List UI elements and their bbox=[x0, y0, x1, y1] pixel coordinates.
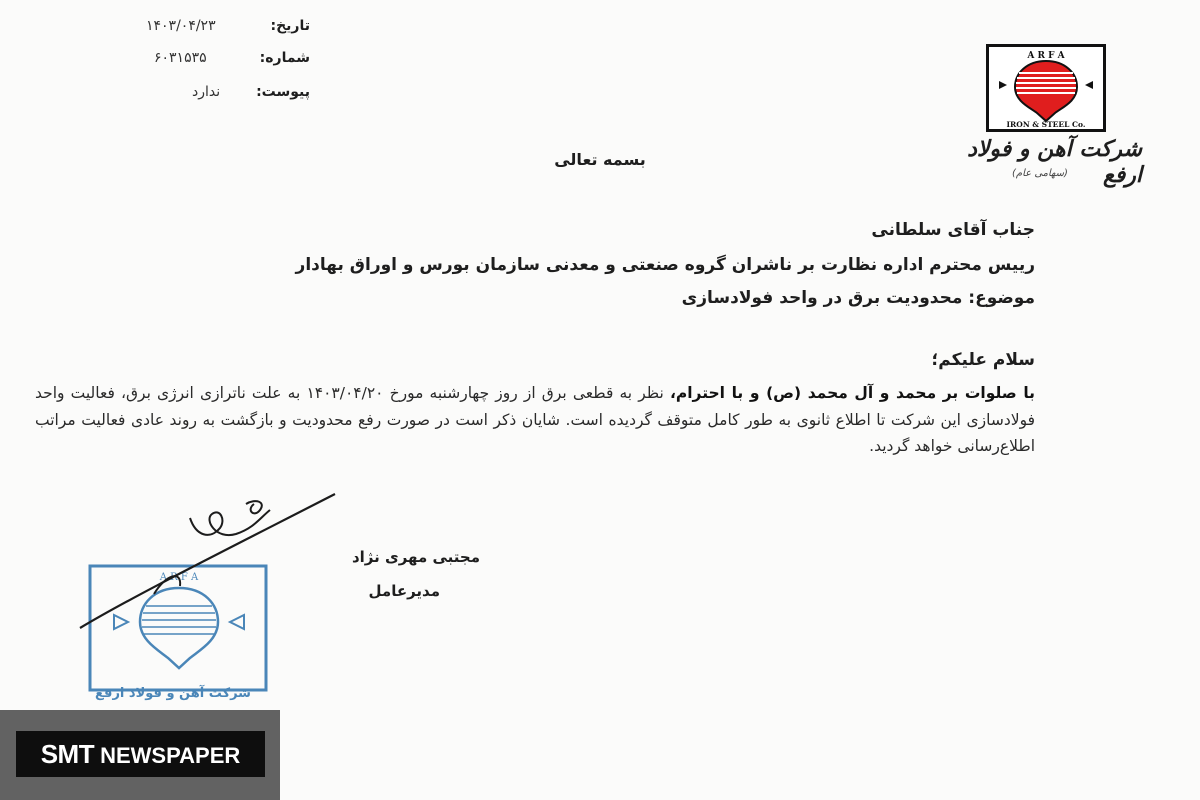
number-row bbox=[110, 50, 310, 74]
greeting: سلام علیکم؛ bbox=[931, 350, 1035, 370]
signer-title: مدیرعامل bbox=[368, 582, 440, 600]
body-text: نظر به قطعی برق از روز چهارشنبه مورخ ۱۴۰۳/۰۴/۲۰ به علت ناترازی انرژی برق، فعالیت واحد فولادسازی این شرکت تا اطلاع ثانوی به طور کامل متوقف گردیده است. شایان ذکر است در صورت رفع محدودیت و بازگشت به روند عادی فعالیت مراتب اطلاع‌رسانی خواهد گردید. bbox=[35, 384, 1035, 455]
date-row bbox=[110, 18, 310, 42]
attachment-label: پیوست: bbox=[256, 84, 310, 100]
stamp-logo-text: A R F A bbox=[159, 572, 199, 583]
attachment-value: ندارد bbox=[192, 84, 221, 100]
attachment-row bbox=[110, 84, 310, 108]
recipient-position: رییس محترم اداره نظارت بر ناشران گروه صنعتی و معدنی سازمان بورس و اوراق بهادار bbox=[295, 255, 1035, 275]
number-label: شماره: bbox=[259, 50, 310, 66]
newspaper-watermark bbox=[16, 731, 265, 777]
company-logo bbox=[986, 44, 1106, 132]
company-name: شرکت آهن و فولاد ارفع bbox=[967, 136, 1142, 188]
date-value: ۱۴۰۳/۰۴/۲۳ bbox=[146, 18, 216, 34]
letter-subject: موضوع: محدودیت برق در واحد فولادسازی bbox=[681, 288, 1035, 308]
logo-text: A R F A bbox=[1027, 51, 1065, 61]
body-lead: با صلوات بر محمد و آل محمد (ص) و با احترام، bbox=[669, 384, 1035, 402]
arfa-logo-icon bbox=[989, 47, 1103, 129]
bismillah-heading: بسمه تعالی bbox=[554, 150, 646, 169]
watermark-brand: SMT bbox=[40, 739, 95, 769]
date-label: تاریخ: bbox=[270, 18, 310, 34]
logo-subtext: IRON & STEEL Co. bbox=[1006, 120, 1086, 129]
stamp-caption: شرکت آهن و فولاد ارفع bbox=[95, 686, 251, 701]
company-type: (سهامی عام) bbox=[1012, 168, 1068, 179]
watermark-rest: NEWSPAPER bbox=[100, 743, 241, 768]
recipient-name: جناب آقای سلطانی bbox=[871, 220, 1035, 240]
signer-name: مجتبی مهری نژاد bbox=[351, 548, 480, 566]
signature-icon bbox=[70, 488, 360, 648]
number-value: ۶۰۳۱۵۳۵ bbox=[154, 50, 207, 66]
letter-body bbox=[35, 380, 1035, 460]
